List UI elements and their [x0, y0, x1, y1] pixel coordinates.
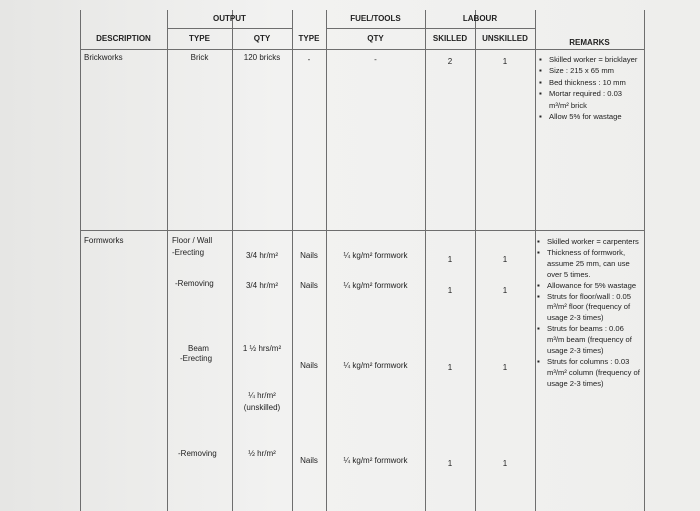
- unskilled-count: 1: [502, 57, 508, 66]
- output-type: -Removing: [178, 449, 217, 458]
- remark-item: ▪ Allow 5% for wastage: [539, 111, 639, 122]
- row-description: Formworks: [84, 236, 124, 245]
- remark-item: ▪ Bed thickness : 10 mm: [539, 77, 639, 88]
- fuel-qty: ¼ kg/m² formwork: [343, 281, 408, 290]
- labour-output-table: [80, 10, 645, 511]
- header-divider: [326, 28, 425, 29]
- fuel-qty: ¼ kg/m² formwork: [343, 456, 408, 465]
- output-qty: 1 ½ hrs/m²: [242, 344, 282, 353]
- fuel-type: Nails: [300, 361, 318, 370]
- formworks-remarks: [537, 237, 641, 390]
- fuel-qty: ¼ kg/m² formwork: [343, 251, 408, 260]
- unskilled-count: 1: [502, 255, 508, 264]
- output-type: Brick: [190, 53, 209, 62]
- header-divider: [425, 28, 535, 29]
- header-labour: LABOUR: [462, 14, 498, 23]
- row-divider: [80, 230, 644, 231]
- unskilled-note: (unskilled): [243, 403, 281, 412]
- unskilled-count: 1: [502, 286, 508, 295]
- output-type: Floor / Wall: [172, 236, 213, 245]
- remark-item: ▪ Size : 215 x 65 mm: [539, 65, 639, 76]
- remark-item: ▪ Struts for floor/wall : 0.05 m³/m² floor (frequency of usage 2-3 times): [537, 292, 641, 325]
- fuel-type: -: [307, 55, 311, 64]
- output-qty: 3/4 hr/m²: [245, 281, 278, 290]
- fuel-qty: ¼ kg/m² formwork: [343, 361, 408, 370]
- remark-item: ▪ Allowance for 5% wastage: [537, 281, 641, 292]
- output-qty: 3/4 hr/m²: [245, 251, 278, 260]
- header-divider: [167, 28, 292, 29]
- header-remarks: REMARKS: [569, 38, 610, 47]
- remark-item: ▪ Skilled worker = bricklayer: [539, 54, 639, 65]
- skilled-count: 1: [447, 363, 453, 372]
- unskilled-count: 1: [502, 459, 508, 468]
- unskilled-qty: ¼ hr/m²: [248, 391, 276, 400]
- output-type: -Erecting: [180, 354, 213, 363]
- remark-item: ▪ Mortar required : 0.03 m³/m² brick: [539, 88, 639, 111]
- fuel-type: Nails: [300, 251, 318, 260]
- output-type: Beam: [188, 344, 209, 353]
- output-type: -Erecting: [172, 248, 205, 257]
- remark-item: ▪ Skilled worker = carpenters: [537, 237, 641, 248]
- remark-item: ▪ Thickness of formwork, assume 25 mm, can use over 5 times.: [537, 248, 641, 281]
- output-qty: ½ hr/m²: [248, 449, 276, 458]
- skilled-count: 2: [447, 57, 453, 66]
- column-divider: [167, 10, 168, 511]
- remark-item: ▪ Struts for beams : 0.06 m³/m beam (frequency of usage 2-3 times): [537, 324, 641, 357]
- fuel-type: Nails: [300, 281, 318, 290]
- table-border-left: [80, 10, 81, 511]
- header-bottom-line: [80, 49, 644, 50]
- header-fuel-qty: QTY: [367, 34, 384, 43]
- row-description: Brickworks: [84, 53, 123, 62]
- column-divider: [535, 10, 536, 511]
- header-output-qty: QTY: [253, 34, 271, 43]
- fuel-qty: -: [374, 55, 377, 64]
- fuel-type: Nails: [300, 456, 318, 465]
- header-fuel-tools: FUEL/TOOLS: [350, 14, 401, 23]
- header-description: DESCRIPTION: [96, 34, 151, 43]
- remark-item: ▪ Struts for columns : 0.03 m³/m² column (frequency of usage 2-3 times): [537, 357, 641, 390]
- header-skilled: SKILLED: [432, 34, 468, 43]
- header-fuel-type: TYPE: [298, 34, 320, 43]
- header-output-type: TYPE: [189, 34, 210, 43]
- header-output: OUTPUT: [213, 14, 246, 23]
- output-qty: 120 bricks: [243, 53, 281, 62]
- header-unskilled: UNSKILLED: [482, 34, 528, 43]
- table-border-right: [644, 10, 645, 511]
- unskilled-count: 1: [502, 363, 508, 372]
- brickworks-remarks: [539, 54, 639, 122]
- output-type: -Removing: [175, 279, 214, 288]
- skilled-count: 1: [447, 459, 453, 468]
- skilled-count: 1: [447, 255, 453, 264]
- skilled-count: 1: [447, 286, 453, 295]
